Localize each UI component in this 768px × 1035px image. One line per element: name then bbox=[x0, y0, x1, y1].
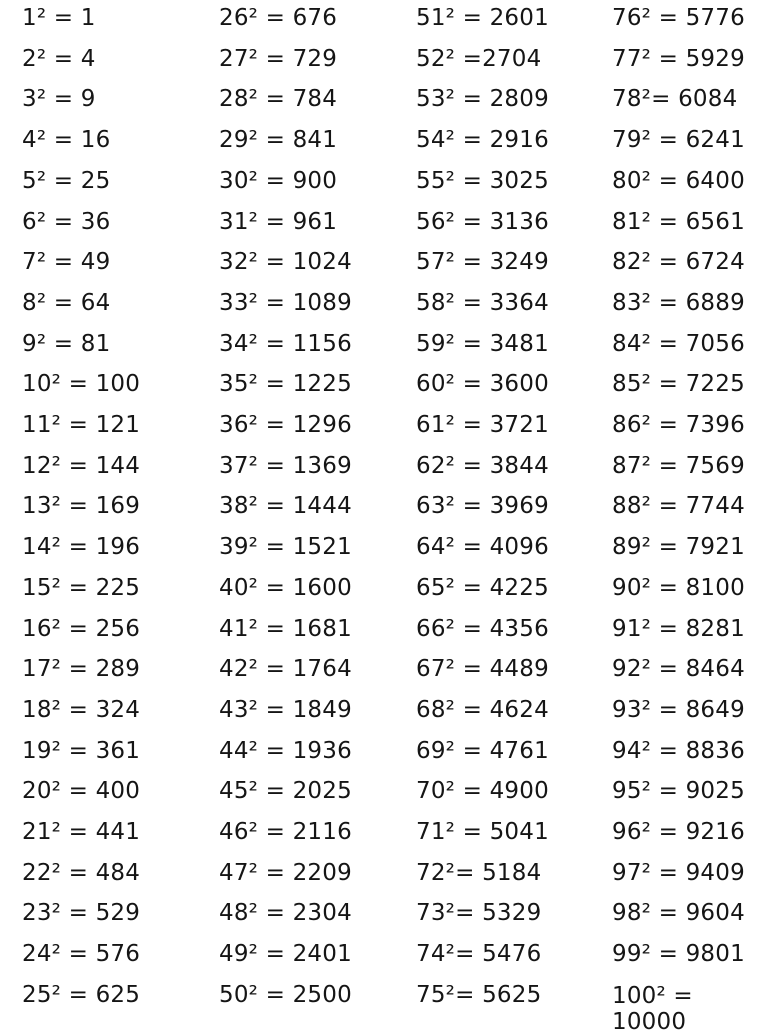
square-entry: 73²= 5329 bbox=[416, 900, 542, 927]
square-entry: 71² = 5041 bbox=[416, 819, 549, 845]
square-entry: 11² = 121 bbox=[22, 412, 141, 438]
square-entry: 31² = 961 bbox=[219, 208, 338, 235]
square-entry: 76² = 5776 bbox=[612, 5, 745, 31]
square-entry: 28² = 784 bbox=[219, 86, 338, 113]
square-entry: 39² = 1521 bbox=[219, 534, 352, 561]
square-entry: 58² = 3364 bbox=[416, 289, 549, 316]
square-entry: 16² = 256 bbox=[22, 615, 141, 642]
square-entry: 59² = 3481 bbox=[416, 330, 549, 357]
square-entry: 92² = 8464 bbox=[612, 656, 745, 683]
square-entry: 38² = 1444 bbox=[219, 493, 352, 520]
square-entry: 56² = 3136 bbox=[416, 208, 549, 235]
square-entry: 41² = 1681 bbox=[219, 615, 352, 642]
square-entry: 82² = 6724 bbox=[612, 249, 745, 276]
square-entry: 97² = 9409 bbox=[612, 859, 745, 886]
square-entry: 50² = 2500 bbox=[219, 981, 352, 1008]
square-entry: 60² = 3600 bbox=[416, 371, 549, 398]
square-entry: 24² = 576 bbox=[22, 941, 141, 968]
square-entry: 90² = 8100 bbox=[612, 574, 745, 601]
square-entry: 2² = 4 bbox=[22, 45, 96, 72]
square-entry: 6² = 36 bbox=[22, 208, 111, 235]
square-entry: 49² = 2401 bbox=[219, 941, 352, 968]
square-entry: 10² = 100 bbox=[22, 371, 141, 398]
square-entry: 81² = 6561 bbox=[612, 208, 745, 235]
square-entry: 84² = 7056 bbox=[612, 330, 745, 357]
square-entry: 80² = 6400 bbox=[612, 167, 745, 194]
square-entry: 75²= 5625 bbox=[416, 981, 542, 1008]
square-entry: 19² = 361 bbox=[22, 737, 141, 764]
square-entry: 20² = 400 bbox=[22, 778, 141, 805]
square-entry: 43² = 1849 bbox=[219, 696, 352, 723]
square-entry: 77² = 5929 bbox=[612, 45, 745, 72]
square-entry: 5² = 25 bbox=[22, 167, 111, 194]
square-entry: 55² = 3025 bbox=[416, 167, 549, 194]
square-entry: 35² = 1225 bbox=[219, 371, 352, 398]
square-entry: 34² = 1156 bbox=[219, 330, 352, 357]
square-entry: 51² = 2601 bbox=[416, 5, 549, 31]
square-entry: 47² = 2209 bbox=[219, 859, 352, 886]
square-entry: 23² = 529 bbox=[22, 900, 141, 927]
square-entry: 64² = 4096 bbox=[416, 534, 549, 561]
square-entry: 68² = 4624 bbox=[416, 696, 549, 723]
square-entry: 29² = 841 bbox=[219, 127, 338, 154]
square-entry: 54² = 2916 bbox=[416, 127, 549, 154]
square-entry: 40² = 1600 bbox=[219, 574, 352, 601]
square-entry: 65² = 4225 bbox=[416, 574, 549, 601]
square-entry: 96² = 9216 bbox=[612, 819, 745, 845]
square-entry: 98² = 9604 bbox=[612, 900, 745, 927]
square-entry: 87² = 7569 bbox=[612, 452, 745, 479]
square-entry: 14² = 196 bbox=[22, 534, 141, 561]
square-entry: 22² = 484 bbox=[22, 859, 141, 886]
square-entry: 3² = 9 bbox=[22, 86, 96, 113]
square-entry: 66² = 4356 bbox=[416, 615, 549, 642]
square-entry: 36² = 1296 bbox=[219, 412, 352, 438]
square-entry: 8² = 64 bbox=[22, 289, 111, 316]
square-entry: 45² = 2025 bbox=[219, 778, 352, 805]
square-entry: 37² = 1369 bbox=[219, 452, 352, 479]
square-entry: 9² = 81 bbox=[22, 330, 111, 357]
square-entry: 74²= 5476 bbox=[416, 941, 542, 968]
square-entry: 67² = 4489 bbox=[416, 656, 549, 683]
square-entry: 13² = 169 bbox=[22, 493, 141, 520]
square-entry: 57² = 3249 bbox=[416, 249, 549, 276]
square-entry: 62² = 3844 bbox=[416, 452, 549, 479]
square-entry: 44² = 1936 bbox=[219, 737, 352, 764]
square-entry: 72²= 5184 bbox=[416, 859, 542, 886]
square-entry: 15² = 225 bbox=[22, 574, 141, 601]
square-entry: 46² = 2116 bbox=[219, 819, 352, 845]
square-entry: 91² = 8281 bbox=[612, 615, 745, 642]
square-entry: 94² = 8836 bbox=[612, 737, 745, 764]
square-entry: 4² = 16 bbox=[22, 127, 111, 154]
square-entry: 99² = 9801 bbox=[612, 941, 745, 968]
square-entry: 30² = 900 bbox=[219, 167, 338, 194]
square-entry: 32² = 1024 bbox=[219, 249, 352, 276]
square-entry: 86² = 7396 bbox=[612, 412, 745, 438]
square-entry: 18² = 324 bbox=[22, 696, 141, 723]
square-entry: 78²= 6084 bbox=[612, 86, 738, 113]
square-entry: 88² = 7744 bbox=[612, 493, 745, 520]
square-entry: 25² = 625 bbox=[22, 981, 141, 1008]
square-entry: 100² = 10000 bbox=[612, 982, 693, 1035]
square-entry: 63² = 3969 bbox=[416, 493, 549, 520]
square-entry: 70² = 4900 bbox=[416, 778, 549, 805]
square-entry: 48² = 2304 bbox=[219, 900, 352, 927]
square-entry: 1² = 1 bbox=[22, 5, 96, 31]
square-entry: 33² = 1089 bbox=[219, 289, 352, 316]
square-entry: 12² = 144 bbox=[22, 452, 141, 479]
square-entry: 52² =2704 bbox=[416, 45, 542, 72]
square-entry: 85² = 7225 bbox=[612, 371, 745, 398]
square-entry: 95² = 9025 bbox=[612, 778, 745, 805]
square-entry: 21² = 441 bbox=[22, 819, 141, 845]
square-entry: 17² = 289 bbox=[22, 656, 141, 683]
square-entry: 79² = 6241 bbox=[612, 127, 745, 154]
square-entry: 69² = 4761 bbox=[416, 737, 549, 764]
square-entry: 61² = 3721 bbox=[416, 412, 549, 438]
square-entry: 53² = 2809 bbox=[416, 86, 549, 113]
square-entry: 93² = 8649 bbox=[612, 696, 745, 723]
square-entry: 27² = 729 bbox=[219, 45, 338, 72]
square-entry: 7² = 49 bbox=[22, 249, 111, 276]
square-entry: 42² = 1764 bbox=[219, 656, 352, 683]
square-entry: 89² = 7921 bbox=[612, 534, 745, 561]
square-entry: 26² = 676 bbox=[219, 5, 338, 31]
square-entry: 83² = 6889 bbox=[612, 289, 745, 316]
